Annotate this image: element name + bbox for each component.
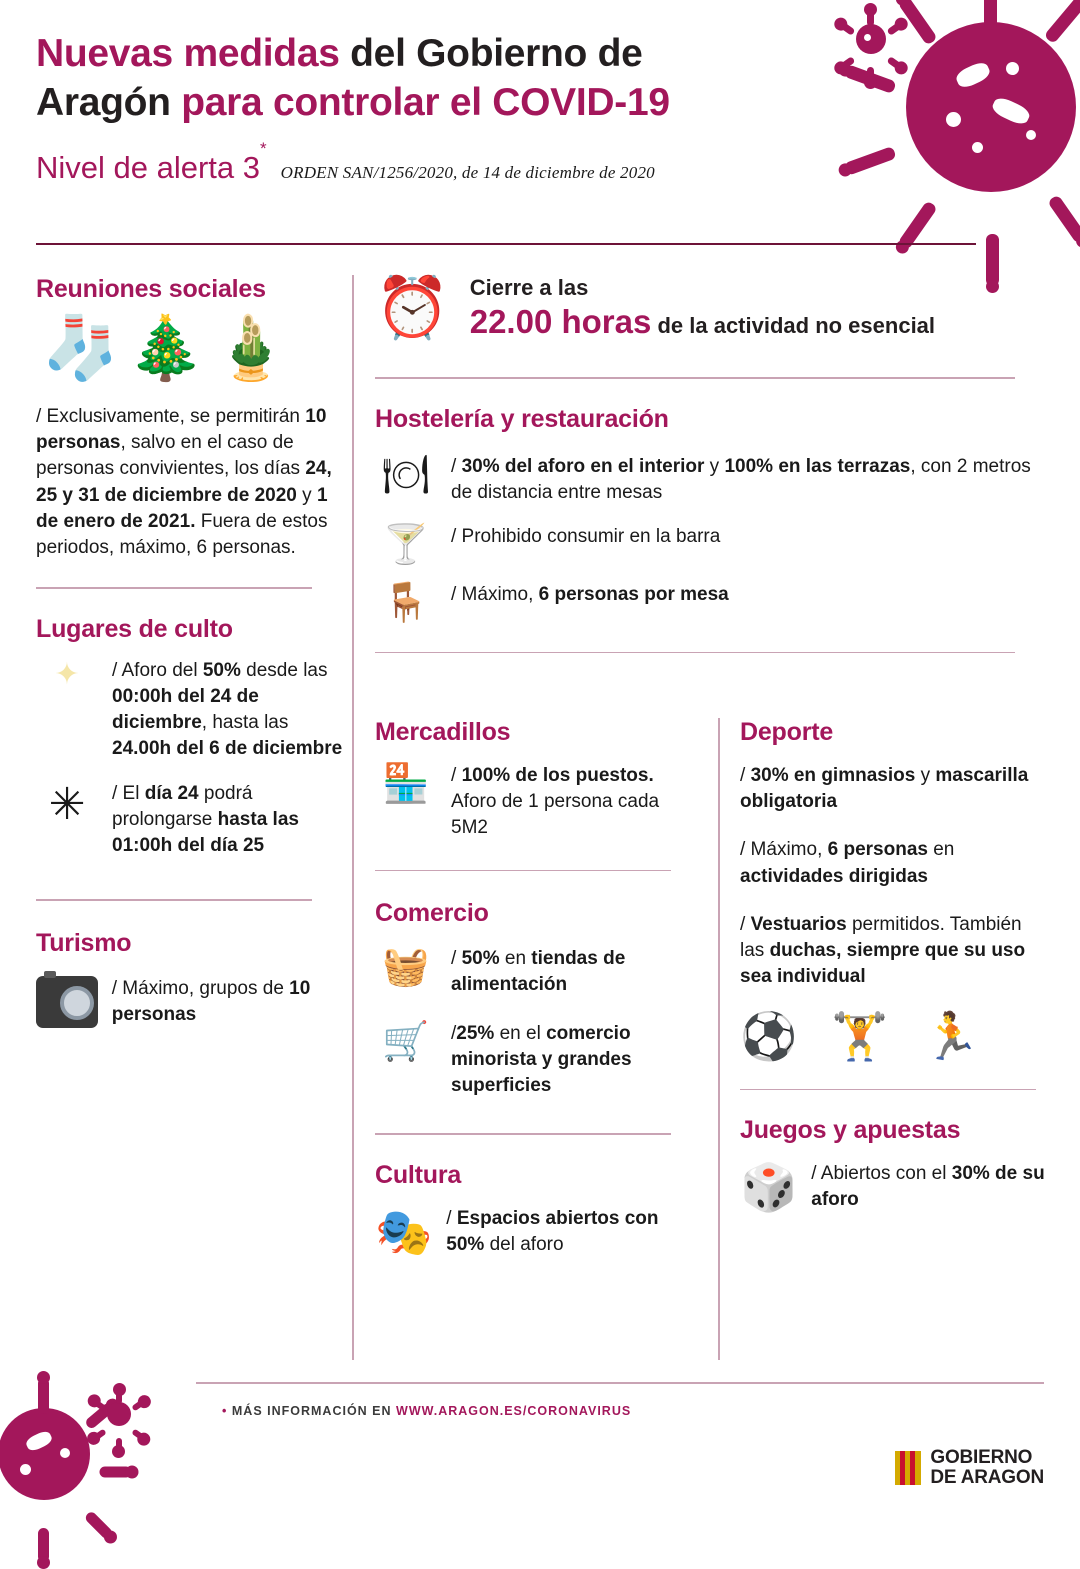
vertical-divider-left (352, 275, 354, 1360)
hosp-3-b1: 6 personas por mesa (538, 583, 729, 605)
sport-1-p1: / (740, 765, 751, 786)
sport-2-p1: / Máximo, (740, 839, 828, 861)
title-part-4: para controlar el COVID-19 (181, 80, 670, 124)
com-1-b2: tiendas de alimentación (451, 948, 626, 996)
title-part-1: Nuevas medidas (36, 32, 340, 75)
social-rule-text (36, 404, 346, 561)
social-text-prefix: / Exclusivamente, se permitirán (36, 406, 306, 427)
shopping-cart-gifts-icon: 🛒 (382, 1020, 430, 1063)
markets-b1: 100% de los puestos. (461, 765, 654, 786)
divider-right-1 (740, 1089, 1036, 1091)
culture-p1: / (446, 1207, 457, 1229)
social-text-b2: 24, 25 y 31 de diciembre de 2020 (36, 458, 332, 506)
worship-1-p1: / Aforo del (112, 659, 203, 681)
sport-2-b2: actividades dirigidas (740, 865, 928, 887)
hosp-1-p3: , con 2 metros de distancia entre mesas (451, 455, 1031, 503)
virus-illustration-large (860, 0, 1080, 250)
gov-line-2: DE ARAGON (930, 1466, 1044, 1488)
divider-top-1 (375, 377, 1015, 379)
tourism-p1: / Máximo, grupos de (111, 977, 290, 999)
section-heading-mercadillos: Mercadillos (375, 718, 511, 746)
light-rays-icon: ✦ (54, 657, 80, 691)
worship-1-p2: desde las (240, 659, 328, 681)
worship-item-2 (36, 781, 346, 860)
sport-icons-row (740, 1009, 1050, 1062)
worship-2-p1: / El (112, 782, 145, 804)
soccer-ball-icon: ⚽ (740, 1009, 798, 1062)
hospitality-item-3-text (451, 582, 1040, 608)
column-middle (375, 718, 695, 1258)
alert-level-asterisk: * (260, 139, 267, 159)
social-text-b3: 1 de enero de 2021. (36, 484, 328, 532)
gov-line-1: GOBIERNO (930, 1447, 1033, 1468)
gambling-b1: 30% de su aforo (811, 1163, 1045, 1211)
social-text-end: Fuera de estos periodos, máximo, 6 personas. (36, 510, 328, 559)
footer-info (222, 1404, 631, 1418)
sport-item-1 (740, 763, 1050, 815)
table-chairs-icon: 🪑 (382, 581, 430, 624)
social-text-mid1: , salvo en el caso de personas convivientes, los días (36, 432, 306, 480)
section-heading-cultura: Cultura (375, 1160, 462, 1189)
markets-item (375, 763, 695, 842)
sport-1-b1: 30% en gimnasios (750, 765, 916, 786)
sport-1-b2: mascarilla obligatoria (740, 765, 1029, 813)
camera-icon (36, 976, 98, 1028)
column-right (740, 718, 1050, 1213)
commerce-item-1 (375, 946, 695, 998)
virus-illustration-bottom-left (0, 1378, 120, 1518)
divider-left-2 (36, 899, 312, 901)
alert-level (36, 139, 267, 186)
subtitle-row (36, 139, 876, 186)
hosp-2-p1: / Prohibido consumir en la barra (451, 525, 721, 547)
christmas-bauble-icon: 🎍 (212, 314, 290, 383)
aragon-flag-icon (895, 1451, 921, 1485)
footer-info-text: MÁS INFORMACIÓN EN (231, 1404, 397, 1418)
star-sparkle-icon: ✳ (48, 779, 86, 829)
christmas-stocking-icon: 🧦 (42, 314, 120, 383)
sport-3-b2: duchas, siempre que su uso sea individual (740, 940, 1026, 988)
christmas-tree-icon: 🎄 (127, 314, 205, 383)
com-2-p1: / (451, 1022, 457, 1044)
section-heading-comercio: Comercio (375, 899, 489, 928)
section-heading-deporte: Deporte (740, 718, 834, 746)
virus-illustration-bottom-left-small (95, 1390, 143, 1438)
hosp-1-p2: y (704, 455, 725, 477)
section-heading-juegos: Juegos y apuestas (740, 1116, 961, 1145)
culture-p2: del aforo (484, 1233, 564, 1255)
running-person-icon: 🏃 (922, 1009, 980, 1062)
column-left (36, 275, 346, 1028)
tourism-text (112, 976, 346, 1028)
worship-item-1 (36, 658, 346, 763)
alert-level-text: Nivel de alerta 3 (36, 149, 261, 185)
worship-1-b3: 24.00h del 6 de diciembre (112, 738, 343, 760)
gambling-item (740, 1161, 1050, 1213)
com-2-p2: en el (494, 1022, 547, 1044)
markets-text (451, 763, 695, 842)
footer-url[interactable]: WWW.ARAGON.ES/CORONAVIRUS (396, 1404, 632, 1418)
markets-p2: Aforo de 1 persona cada 5M2 (451, 791, 660, 839)
closing-line-2 (470, 303, 935, 341)
christmas-icons-row (42, 314, 346, 383)
sport-3-p2: permitidos. También las (740, 913, 1022, 962)
worship-2-b2: hasta las 01:00h del día 25 (112, 808, 299, 857)
tourism-b1: 10 personas (111, 977, 311, 1026)
tourism-item (36, 976, 346, 1028)
hospitality-item-3 (375, 582, 1040, 622)
divider-top-2 (375, 652, 1015, 654)
hosp-1-b1: 30% del aforo en el interior (461, 455, 705, 477)
worship-item-2-text (112, 781, 346, 860)
footer-divider (196, 1382, 1044, 1384)
social-text-b1: 10 personas (36, 406, 327, 454)
alarm-clock-icon: ⏰ (375, 274, 450, 341)
section-heading-lugares-de-culto: Lugares de culto (36, 614, 233, 643)
government-logo-text (930, 1448, 1044, 1488)
com-1-b1: 50% (461, 948, 500, 970)
closing-hours-value: 22.00 horas (469, 303, 652, 340)
hospitality-item-2 (375, 524, 1040, 564)
com-1-p1: / (451, 948, 462, 970)
com-2-b1: 25% (456, 1022, 495, 1044)
hosp-1-p1: / (451, 455, 462, 477)
gambling-p1: / Abiertos con el (811, 1163, 952, 1185)
worship-1-b2: 00:00h del 24 de diciembre (112, 686, 259, 734)
worship-1-p3: , hasta las (201, 712, 289, 734)
footer-bullet: • (222, 1404, 228, 1418)
cocktail-glass-icon: 🍸 (382, 523, 430, 566)
sport-2-p2: en (927, 839, 955, 861)
commerce-item-2-text (451, 1021, 695, 1100)
worship-item-1-text (112, 658, 346, 763)
worship-1-b1: 50% (202, 659, 241, 681)
weightlifting-icon: 🏋 (831, 1009, 889, 1062)
commerce-item-2 (375, 1021, 695, 1100)
worship-2-b1: día 24 (144, 782, 199, 804)
hosp-3-p1: / Máximo, (451, 583, 539, 605)
closing-hours-rest: de la actividad no esencial (657, 313, 936, 338)
culture-text (446, 1206, 695, 1258)
markets-p1: / (451, 765, 462, 786)
culture-b1: Espacios abiertos con 50% (446, 1207, 659, 1255)
sport-item-2 (740, 837, 1050, 889)
closing-hours-text (470, 275, 935, 341)
divider-left-1 (36, 587, 312, 589)
hosp-1-b2: 100% en las terrazas (724, 455, 911, 477)
header-divider (36, 243, 976, 245)
com-2-b2: comercio minorista y grandes superficies (451, 1022, 632, 1097)
section-heading-turismo: Turismo (36, 928, 132, 957)
food-dome-serving-icon: 🍽 (381, 453, 431, 496)
hospitality-item-1 (375, 454, 1040, 506)
divider-mid-2 (375, 1133, 671, 1135)
market-stall-icon: 🏪 (382, 763, 430, 805)
section-closing-and-hospitality (375, 275, 1040, 679)
dice-chips-icon: 🎲 (740, 1161, 798, 1214)
closing-hours-block (375, 275, 1040, 341)
header (36, 30, 876, 186)
government-logo (895, 1448, 1044, 1488)
com-1-p2: en (499, 948, 532, 970)
title-part-2: del Gobierno de (339, 32, 643, 75)
commerce-item-1-text (451, 946, 695, 998)
theatre-masks-icon: 🎭 (375, 1205, 433, 1258)
vertical-divider-right (718, 718, 720, 1360)
title-part-3: Aragón (36, 80, 182, 124)
closing-line-1: Cierre a las (469, 275, 589, 300)
sport-3-p1: / (740, 913, 751, 935)
hospitality-item-2-text (451, 524, 1040, 550)
sport-1-p2: y (915, 765, 936, 786)
hospitality-item-1-text (451, 454, 1040, 506)
order-reference: ORDEN SAN/1256/2020, de 14 de diciembre de 2020 (280, 162, 655, 182)
sport-item-3 (740, 912, 1050, 991)
culture-item (375, 1206, 695, 1258)
sport-3-b1: Vestuarios (750, 913, 847, 935)
social-text-mid2: y (296, 484, 317, 506)
divider-mid-1 (375, 870, 671, 872)
page-title (36, 30, 876, 128)
shopping-basket-food-icon: 🧺 (382, 946, 430, 989)
sport-2-b1: 6 personas (827, 839, 928, 861)
gambling-text (811, 1161, 1050, 1213)
worship-2-p2: podrá prolongarse (112, 782, 253, 830)
section-heading-hosteleria: Hostelería y restauración (375, 404, 669, 433)
section-heading-reuniones-sociales: Reuniones sociales (36, 275, 266, 303)
